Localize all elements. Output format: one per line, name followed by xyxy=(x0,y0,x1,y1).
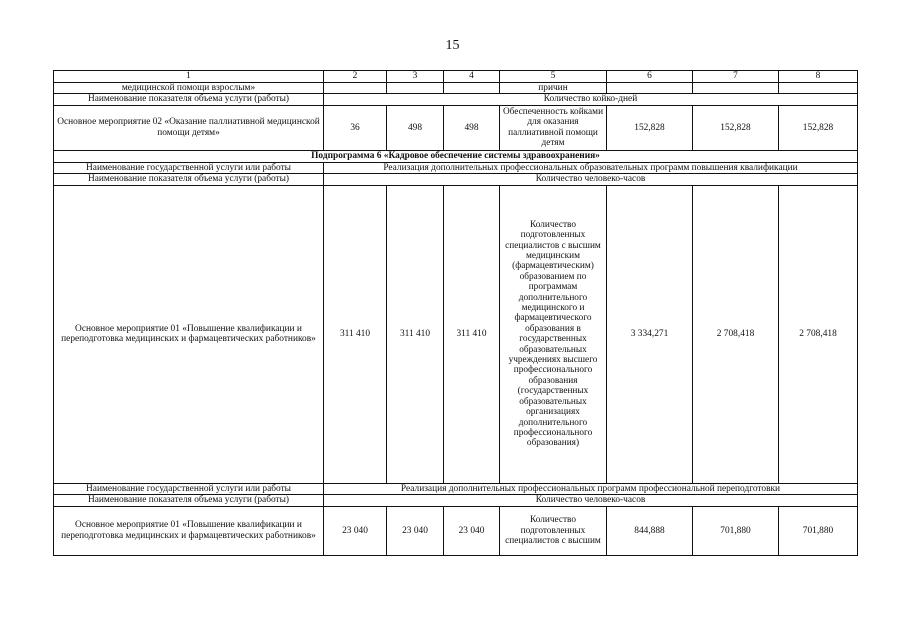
service-row-retraining xyxy=(54,483,858,495)
indicator-label: Наименование показателя объема услуги (работы) xyxy=(54,174,324,186)
activity-name: Основное мероприятие 01 «Повышение квалификации и переподготовка медицинских и фармацевтических работников» xyxy=(54,507,324,556)
activity-value-8: 701,880 xyxy=(779,507,858,556)
service-row-qualification xyxy=(54,162,858,174)
activity-value-4: 498 xyxy=(444,105,500,150)
continuation-cell-2 xyxy=(324,82,387,94)
activity-value-3: 23 040 xyxy=(387,507,444,556)
budget-table xyxy=(53,70,858,556)
activity-row-retraining xyxy=(54,507,858,556)
subprogram-row xyxy=(54,150,858,162)
activity-value-4: 23 040 xyxy=(444,507,500,556)
activity-value-7: 2 708,418 xyxy=(693,185,779,483)
activity-indicator: Обеспеченность койками для оказания паллиативной помощи детям xyxy=(500,105,607,150)
service-value: Реализация дополнительных профессиональных образовательных программ повышения квалификации xyxy=(324,162,858,174)
activity-value-3: 498 xyxy=(387,105,444,150)
indicator-row-man-hours xyxy=(54,174,858,186)
activity-value-3: 311 410 xyxy=(387,185,444,483)
indicator-value: Количество койко-дней xyxy=(324,94,858,106)
subprogram-title: Подпрограмма 6 «Кадровое обеспечение системы здравоохранения» xyxy=(54,150,858,162)
header-cell-6: 6 xyxy=(607,71,693,83)
activity-value-7: 152,828 xyxy=(693,105,779,150)
continuation-indicator: причин xyxy=(500,82,607,94)
header-cell-8: 8 xyxy=(779,71,858,83)
header-cell-1: 1 xyxy=(54,71,324,83)
service-label: Наименование государственной услуги или работы xyxy=(54,162,324,174)
indicator-label: Наименование показателя объема услуги (работы) xyxy=(54,495,324,507)
header-cell-3: 3 xyxy=(387,71,444,83)
continuation-row xyxy=(54,82,858,94)
activity-value-6: 152,828 xyxy=(607,105,693,150)
activity-name: Основное мероприятие 01 «Повышение квалификации и переподготовка медицинских и фармацевтических работников» xyxy=(54,185,324,483)
activity-indicator: Количество подготовленных специалистов с высшим медицинским (фармацевтическим) образованием по программам дополнительного медицинского и фармацевтического образования в государственных образовательных учреждениях высшего профессионального образования (государственных образовательных организациях дополнительного профессионального образования) xyxy=(500,185,607,483)
indicator-label: Наименование показателя объема услуги (работы) xyxy=(54,94,324,106)
indicator-row-bed-days xyxy=(54,94,858,106)
indicator-row-man-hours-2 xyxy=(54,495,858,507)
continuation-cell-7 xyxy=(693,82,779,94)
activity-value-2: 311 410 xyxy=(324,185,387,483)
indicator-value: Количество человеко-часов xyxy=(324,174,858,186)
activity-name: Основное мероприятие 02 «Оказание паллиативной медицинской помощи детям» xyxy=(54,105,324,150)
header-cell-2: 2 xyxy=(324,71,387,83)
header-cell-5: 5 xyxy=(500,71,607,83)
activity-value-7: 701,880 xyxy=(693,507,779,556)
activity-row-qualification xyxy=(54,185,858,483)
service-label: Наименование государственной услуги или работы xyxy=(54,483,324,495)
header-row xyxy=(54,71,858,83)
continuation-name: медицинской помощи взрослым» xyxy=(54,82,324,94)
activity-value-4: 311 410 xyxy=(444,185,500,483)
activity-indicator: Количество подготовленных специалистов с высшим xyxy=(500,507,607,556)
service-value: Реализация дополнительных профессиональных программ профессиональной переподготовки xyxy=(324,483,858,495)
activity-value-8: 2 708,418 xyxy=(779,185,858,483)
header-cell-7: 7 xyxy=(693,71,779,83)
header-cell-4: 4 xyxy=(444,71,500,83)
continuation-cell-6 xyxy=(607,82,693,94)
page-number: 15 xyxy=(445,38,460,53)
activity-value-6: 3 334,271 xyxy=(607,185,693,483)
continuation-cell-8 xyxy=(779,82,858,94)
continuation-cell-3 xyxy=(387,82,444,94)
activity-value-8: 152,828 xyxy=(779,105,858,150)
indicator-value: Количество человеко-часов xyxy=(324,495,858,507)
continuation-cell-4 xyxy=(444,82,500,94)
activity-row-palliative xyxy=(54,105,858,150)
activity-value-6: 844,888 xyxy=(607,507,693,556)
activity-value-2: 23 040 xyxy=(324,507,387,556)
activity-value-2: 36 xyxy=(324,105,387,150)
